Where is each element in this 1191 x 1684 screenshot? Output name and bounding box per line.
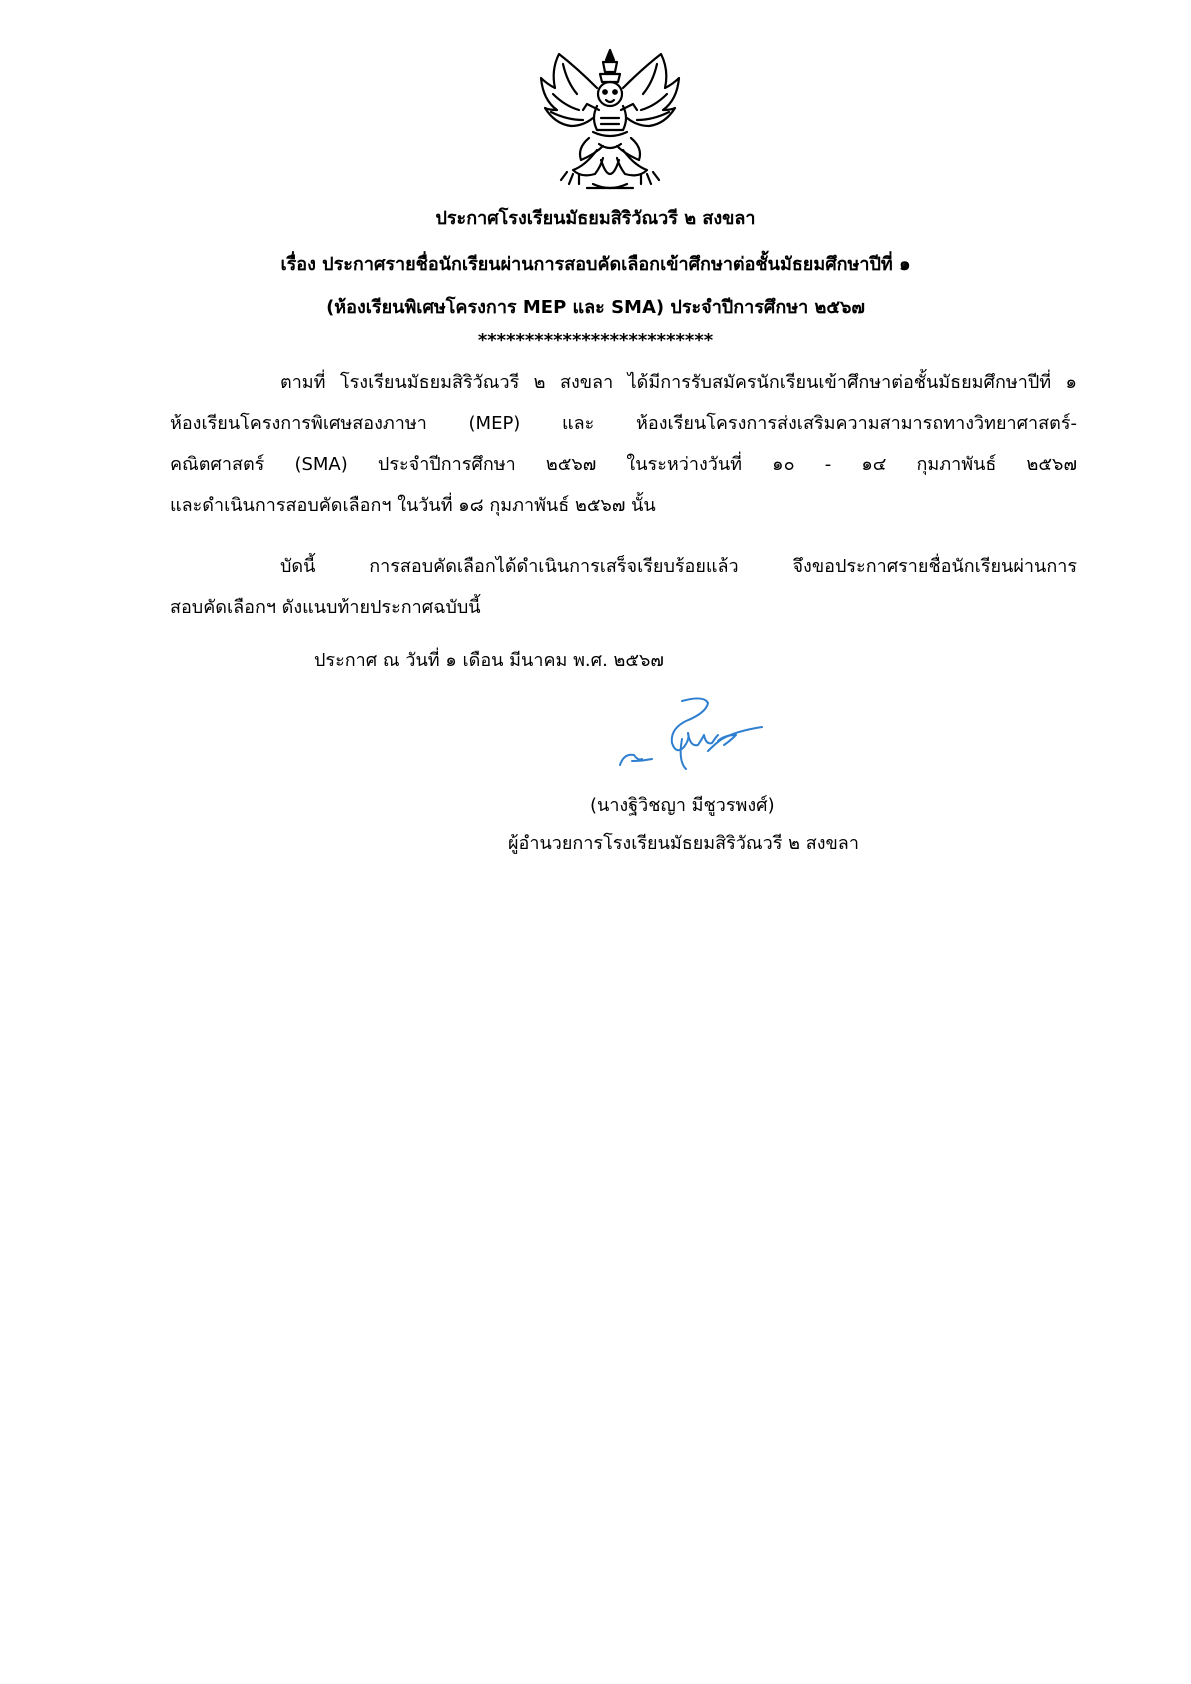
paragraph-line: สอบคัดเลือกฯ ดังแนบท้ายประกาศฉบับนี้ — [170, 597, 481, 618]
announcement-title: ประกาศโรงเรียนมัธยมสิริวัณวรี ๒ สงขลา — [435, 208, 756, 229]
header-separator: ************************* — [477, 330, 714, 351]
paragraph-line: ตามที่ โรงเรียนมัธยมสิริวัณวรี ๒ สงขลา ได้มีการรับสมัครนักเรียนเข้าศึกษาต่อชั้นมัธยมศึกษาปีที่ ๑ — [280, 372, 1077, 393]
signer-position: ผู้อำนวยการโรงเรียนมัธยมสิริวัณวรี ๒ สงขลา — [508, 833, 859, 854]
signer-name: (นางฐิวิชญา มีชูวรพงศ์) — [590, 795, 775, 816]
paragraph-line: ห้องเรียนโครงการพิเศษสองภาษา (MEP) และ ห้องเรียนโครงการส่งเสริมความสามารถทางวิทยาศาสตร์- — [170, 413, 1077, 434]
body-paragraph-1 — [170, 362, 1077, 526]
announcement-date: ประกาศ ณ วันที่ ๑ เดือน มีนาคม พ.ศ. ๒๕๖๗ — [314, 650, 664, 671]
paragraph-line: และดำเนินการสอบคัดเลือกฯ ในวันที่ ๑๘ กุมภาพันธ์ ๒๕๖๗ นั้น — [170, 495, 656, 516]
body-paragraph-2 — [170, 546, 1077, 628]
paragraph-line: บัดนี้ การสอบคัดเลือกได้ดำเนินการเสร็จเรียบร้อยแล้ว จึงขอประกาศรายชื่อนักเรียนผ่านการ — [280, 556, 1077, 577]
signature-image — [612, 695, 782, 775]
garuda-emblem-icon — [537, 48, 683, 192]
paragraph-line: คณิตศาสตร์ (SMA) ประจำปีการศึกษา ๒๕๖๗ ในระหว่างวันที่ ๑๐ - ๑๔ กุมภาพันธ์ ๒๕๖๗ — [170, 454, 1077, 475]
announcement-subtitle: (ห้องเรียนพิเศษโครงการ MEP และ SMA) ประจำปีการศึกษา ๒๕๖๗ — [326, 297, 865, 318]
announcement-subject: เรื่อง ประกาศรายชื่อนักเรียนผ่านการสอบคัดเลือกเข้าศึกษาต่อชั้นมัธยมศึกษาปีที่ ๑ — [280, 254, 911, 275]
